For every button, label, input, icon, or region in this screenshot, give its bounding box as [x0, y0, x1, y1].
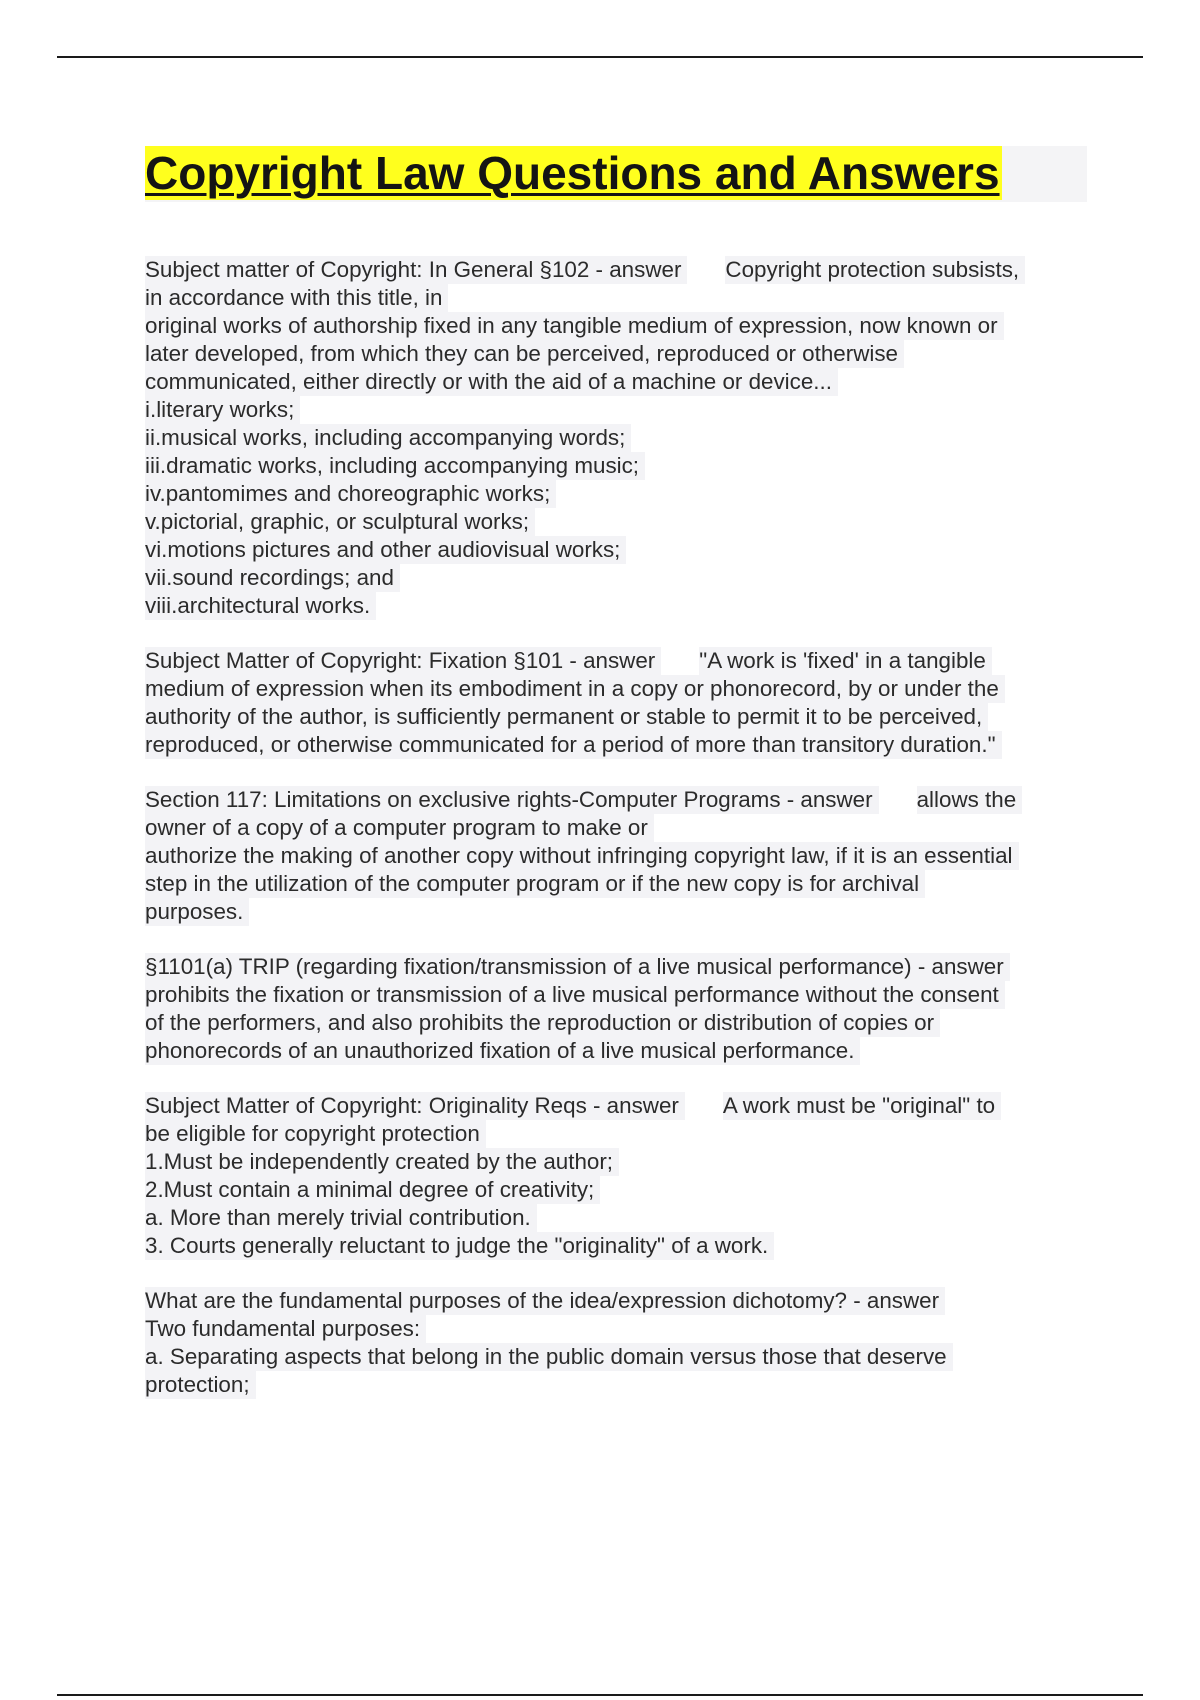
- answer-line: communicated, either directly or with the aid of a machine or device...: [145, 368, 838, 396]
- answer-text: "A work is 'fixed' in a tangible: [699, 647, 992, 675]
- answer-line: of the performers, and also prohibits the reproduction or distribution of copies or: [145, 1009, 940, 1037]
- list-item: 3. Courts generally reluctant to judge the "originality" of a work.: [145, 1232, 774, 1260]
- list-item: vi.motions pictures and other audiovisual works;: [145, 536, 626, 564]
- question-text: What are the fundamental purposes of the idea/expression dichotomy? - answer: [145, 1287, 945, 1315]
- qa-entry: [145, 1287, 1095, 1399]
- answer-line: prohibits the fixation or transmission of a live musical performance without the consent: [145, 981, 1005, 1009]
- list-item: v.pictorial, graphic, or sculptural works;: [145, 508, 535, 536]
- answer-line: purposes.: [145, 898, 249, 926]
- answer-line: be eligible for copyright protection: [145, 1120, 486, 1148]
- answer-line: original works of authorship fixed in any tangible medium of expression, now known or: [145, 312, 1004, 340]
- qa-entry: [145, 786, 1095, 926]
- list-item: ii.musical works, including accompanying words;: [145, 424, 631, 452]
- top-rule: [57, 56, 1143, 58]
- question-text: Subject Matter of Copyright: Originality Reqs - answer: [145, 1092, 685, 1120]
- list-item: 1.Must be independently created by the author;: [145, 1148, 619, 1176]
- answer-line: a. Separating aspects that belong in the public domain versus those that deserve: [145, 1343, 953, 1371]
- answer-line: phonorecords of an unauthorized fixation of a live musical performance.: [145, 1037, 860, 1065]
- list-item: iv.pantomimes and choreographic works;: [145, 480, 556, 508]
- list-item: iii.dramatic works, including accompanying music;: [145, 452, 645, 480]
- qa-entry: [145, 1092, 1095, 1260]
- question-text: Section 117: Limitations on exclusive rights-Computer Programs - answer: [145, 786, 879, 814]
- answer-line: protection;: [145, 1371, 256, 1399]
- answer-line: Two fundamental purposes:: [145, 1315, 426, 1343]
- answer-text: A work must be "original" to: [723, 1092, 1001, 1120]
- answer-line: in accordance with this title, in: [145, 284, 448, 312]
- question-text: Subject Matter of Copyright: Fixation §101 - answer: [145, 647, 661, 675]
- answer-line: reproduced, or otherwise communicated for a period of more than transitory duration.": [145, 731, 1002, 759]
- list-item: vii.sound recordings; and: [145, 564, 400, 592]
- qa-entry: [145, 953, 1095, 1065]
- answer-line: authorize the making of another copy without infringing copyright law, if it is an essential: [145, 842, 1019, 870]
- qa-content: [145, 256, 1095, 1426]
- question-text: Subject matter of Copyright: In General §102 - answer: [145, 256, 687, 284]
- answer-line: owner of a copy of a computer program to make or: [145, 814, 654, 842]
- answer-line: medium of expression when its embodiment in a copy or phonorecord, by or under the: [145, 675, 1005, 703]
- answer-line: later developed, from which they can be perceived, reproduced or otherwise: [145, 340, 904, 368]
- document-title: Copyright Law Questions and Answers: [145, 147, 1000, 199]
- answer-text: Copyright protection subsists,: [725, 256, 1025, 284]
- list-item: viii.architectural works.: [145, 592, 376, 620]
- question-text: §1101(a) TRIP (regarding fixation/transmission of a live musical performance) - answer: [145, 953, 1010, 981]
- answer-text: allows the: [917, 786, 1023, 814]
- title-block: [145, 146, 1087, 202]
- list-item: 2.Must contain a minimal degree of creativity;: [145, 1176, 600, 1204]
- answer-line: authority of the author, is sufficiently permanent or stable to permit it to be perceived,: [145, 703, 988, 731]
- list-item: a. More than merely trivial contribution.: [145, 1204, 537, 1232]
- answer-line: step in the utilization of the computer program or if the new copy is for archival: [145, 870, 925, 898]
- bottom-rule: [57, 1694, 1143, 1696]
- qa-entry: [145, 647, 1095, 759]
- qa-entry: [145, 256, 1095, 620]
- list-item: i.literary works;: [145, 396, 300, 424]
